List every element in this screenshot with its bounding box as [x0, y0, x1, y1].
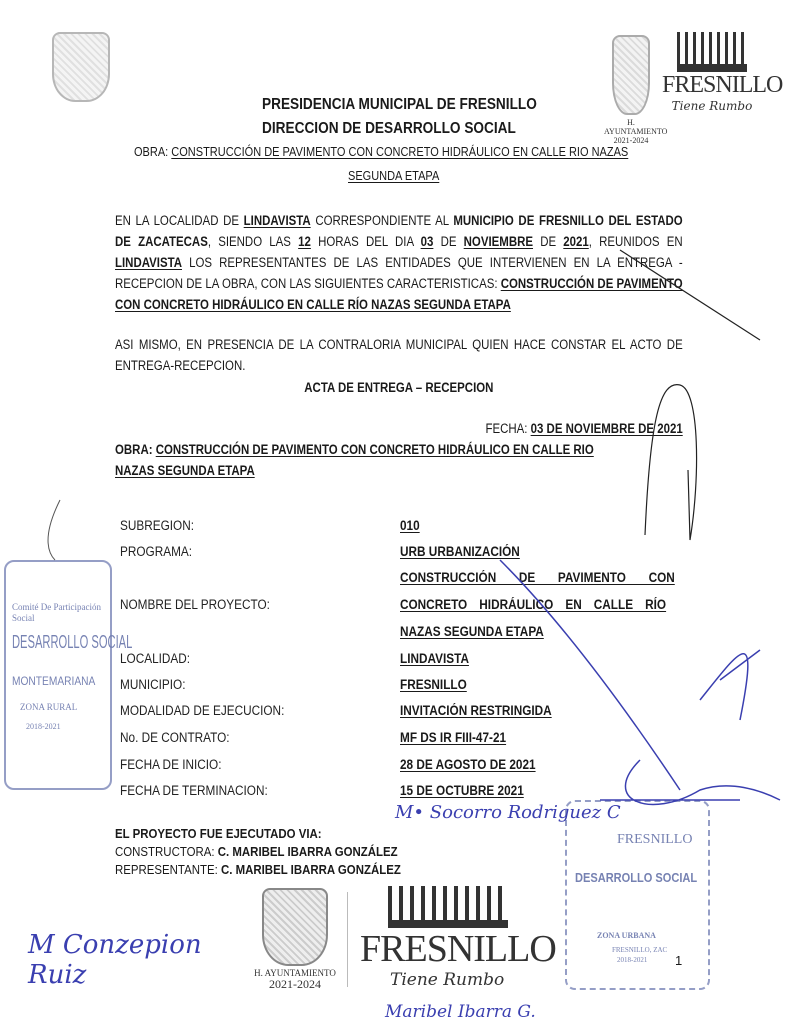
header-obra-label: OBRA: — [134, 145, 169, 159]
field-label-contrato: No. DE CONTRATO: — [120, 730, 230, 745]
ayuntamiento-years-top — [604, 118, 668, 145]
contraloria-paragraph: ASI MISMO, EN PRESENCIA DE LA CONTRALORIA MUNICIPAL QUIEN HACE CONSTAR EL ACTO DE ENTREGA-RECEPCION. — [115, 337, 683, 373]
intro-text: LOS REPRESENTANTES DE LAS ENTIDADES QUE INTERVIENEN EN LA ENTREGA - RECEPCION DE LA OBRA, CON LAS SIGUIENTES CARACTERISTICAS: — [115, 255, 683, 291]
field-label-terminacion: FECHA DE TERMINACION: — [120, 783, 268, 798]
obra-label: OBRA: — [115, 442, 153, 457]
municipal-seal-top-left — [52, 32, 110, 102]
intro-paragraph — [115, 210, 683, 315]
building-icon — [677, 32, 747, 72]
stamp-right-brand: FRESNILLO — [617, 832, 693, 847]
ayuntamiento-label: H. AYUNTAMIENTO — [604, 118, 668, 136]
ayuntamiento-years: 2021-2024 — [269, 977, 321, 991]
field-value-localidad: LINDAVISTA — [400, 651, 469, 666]
signature-socorro-rodriguez: M• Socorro Rodriguez C — [395, 802, 621, 823]
representante-label: REPRESENTANTE: — [115, 862, 218, 877]
intro-anio: 2021 — [563, 234, 589, 249]
stamp-comite-rural — [4, 560, 133, 790]
ayuntamiento-label: H. AYUNTAMIENTO — [254, 968, 336, 978]
intro-lugar: LINDAVISTA — [115, 255, 182, 270]
field-value-municipio: FRESNILLO — [400, 677, 467, 692]
stamp-right-zone: ZONA URBANA — [597, 931, 656, 940]
intro-municipio: MUNICIPIO DE FRESNILLO DEL ESTADO DE ZACATECAS — [115, 213, 683, 249]
intro-text: DE — [440, 234, 457, 249]
representante-line — [115, 862, 401, 877]
intro-dia: 03 — [420, 234, 434, 249]
header-title-2: DIRECCION DE DESARROLLO SOCIAL — [262, 120, 516, 137]
ayuntamiento-years: 2021-2024 — [613, 136, 649, 145]
field-label-programa: PROGRAMA: — [120, 544, 193, 559]
field-value-programa: URB URBANIZACIÓN — [400, 544, 520, 559]
logo-divider — [347, 892, 348, 987]
field-value-proyecto-3: NAZAS SEGUNDA ETAPA — [400, 624, 544, 639]
stamp-left-committee: Comité De Participación Social — [12, 602, 101, 623]
intro-text: HORAS DEL DIA — [318, 234, 414, 249]
intro-text: , SIENDO LAS — [207, 234, 291, 249]
intro-obra: CONSTRUCCIÓN DE PAVIMENTO CON CONCRETO HIDRÁULICO EN CALLE RÍO NAZAS SEGUNDA ETAPA — [115, 276, 683, 312]
stamp-left-years: 2018-2021 — [26, 722, 61, 731]
obra-line-2: NAZAS SEGUNDA ETAPA — [115, 463, 255, 478]
stamp-desarrollo-urbano — [565, 800, 710, 990]
brand-name: FRESNILLO — [662, 72, 783, 98]
brand-slogan: Tiene Rumbo — [671, 99, 753, 113]
stamp-left-dept: DESARROLLO SOCIAL — [12, 632, 133, 652]
constructora-label: CONSTRUCTORA: — [115, 844, 215, 859]
signature-maribel-ibarra: Maribel Ibarra G. — [385, 1002, 536, 1022]
acta-title: ACTA DE ENTREGA – RECEPCION — [304, 380, 494, 395]
fresnillo-logo-top — [662, 32, 783, 113]
stamp-right-years: 2018-2021 — [617, 956, 648, 964]
field-label-municipio: MUNICIPIO: — [120, 677, 186, 692]
obra-value-1: CONSTRUCCIÓN DE PAVIMENTO CON CONCRETO HIDRÁULICO EN CALLE RIO — [155, 442, 594, 457]
ejecucion-title: EL PROYECTO FUE EJECUTADO VIA: — [115, 826, 322, 841]
field-value-subregion: 010 — [400, 518, 420, 533]
header-etapa: SEGUNDA ETAPA — [348, 169, 440, 183]
header-obra — [134, 145, 628, 159]
fecha-value: 03 DE NOVIEMBRE DE 2021 — [530, 421, 683, 436]
field-label-subregion: SUBREGION: — [120, 518, 194, 533]
ayuntamiento-years-bottom — [250, 968, 340, 990]
field-value-proyecto-1: CONSTRUCCIÓN DE PAVIMENTO CON — [400, 570, 675, 585]
representante-value: C. MARIBEL IBARRA GONZÁLEZ — [220, 862, 401, 877]
field-label-modalidad: MODALIDAD DE EJECUCION: — [120, 703, 285, 718]
field-label-localidad: LOCALIDAD: — [120, 651, 191, 666]
intro-text: EN LA LOCALIDAD DE — [115, 213, 240, 228]
stamp-left-zone: ZONA RURAL — [20, 702, 78, 712]
constructora-value: C. MARIBEL IBARRA GONZÁLEZ — [217, 844, 398, 859]
field-value-inicio: 28 DE AGOSTO DE 2021 — [400, 757, 536, 772]
field-value-proyecto-2: CONCRETO HIDRÁULICO EN CALLE RÍO — [400, 597, 667, 612]
header-title-1: PRESIDENCIA MUNICIPAL DE FRESNILLO — [262, 96, 537, 113]
brand-name: FRESNILLO — [360, 928, 556, 970]
field-value-modalidad: INVITACIÓN RESTRINGIDA — [400, 703, 552, 718]
signature-conzepion-ruiz: M Conzepion Ruiz — [28, 930, 202, 990]
obra-line-1 — [115, 439, 683, 460]
intro-text: , REUNIDOS EN — [588, 234, 683, 249]
constructora-line — [115, 844, 398, 859]
stamp-right-dept: DESARROLLO SOCIAL — [575, 870, 698, 885]
stamp-left-community: MONTEMARIANA — [12, 674, 96, 688]
intro-localidad: LINDAVISTA — [243, 213, 311, 228]
field-label-inicio: FECHA DE INICIO: — [120, 757, 222, 772]
field-value-terminacion: 15 DE OCTUBRE 2021 — [400, 783, 524, 798]
fresnillo-logo-bottom — [360, 886, 556, 990]
municipal-seal-top-right — [612, 35, 650, 115]
intro-text: DE — [540, 234, 557, 249]
brand-slogan: Tiene Rumbo — [390, 970, 505, 990]
intro-mes: NOVIEMBRE — [463, 234, 534, 249]
municipal-seal-bottom — [262, 888, 328, 966]
stamp-right-city: FRESNILLO, ZAC — [612, 946, 668, 954]
fecha-line — [115, 418, 683, 439]
page-number: 1 — [675, 953, 683, 968]
intro-text: CORRESPONDIENTE AL — [315, 213, 449, 228]
building-icon — [388, 886, 508, 928]
fecha-label: FECHA: — [485, 421, 528, 436]
body-text — [115, 210, 683, 481]
field-value-contrato: MF DS IR FIII-47-21 — [400, 730, 507, 745]
field-label-proyecto: NOMBRE DEL PROYECTO: — [120, 597, 270, 612]
header-obra-value: CONSTRUCCIÓN DE PAVIMENTO CON CONCRETO HIDRÁULICO EN CALLE RIO NAZAS — [171, 145, 629, 159]
intro-hora: 12 — [298, 234, 311, 249]
